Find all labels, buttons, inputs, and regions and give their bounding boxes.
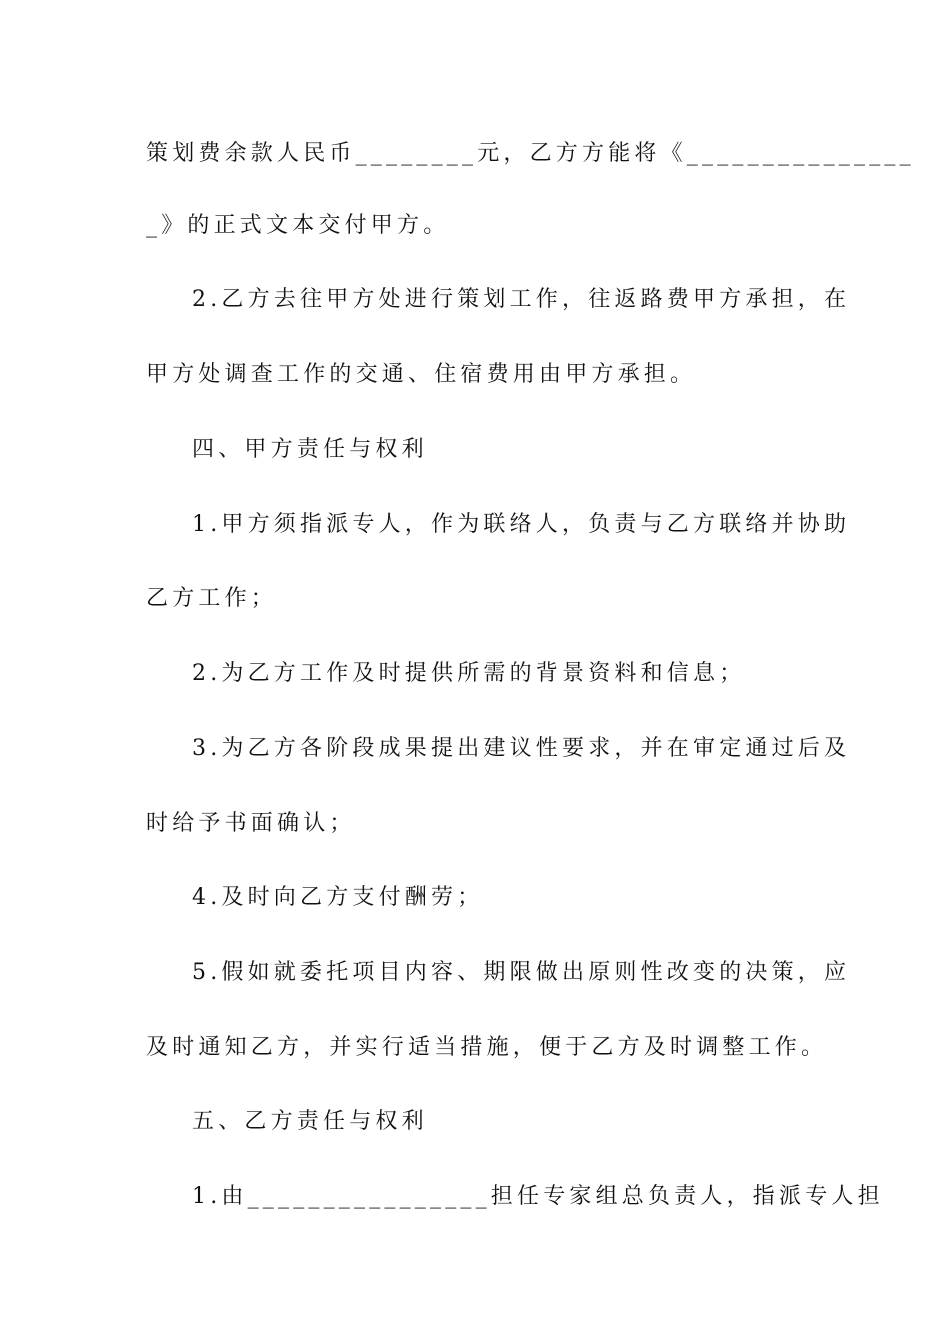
text-line-7: 乙方工作； — [146, 586, 278, 611]
text-line-15: 1.由________________担任专家组总负责人，指派专人担 — [192, 1184, 884, 1209]
text-line-13: 及时通知乙方，并实行适当措施，便于乙方及时调整工作。 — [146, 1035, 828, 1060]
section-heading-5: 五、乙方责任与权利 — [192, 1109, 428, 1134]
text-line-12: 5.假如就委托项目内容、期限做出原则性改变的决策，应 — [192, 960, 851, 985]
text-line-9: 3.为乙方各阶段成果提出建议性要求，并在审定通过后及 — [192, 736, 851, 761]
section-heading-4: 四、甲方责任与权利 — [192, 437, 428, 462]
text-line-3: 2.乙方去往甲方处进行策划工作，往返路费甲方承担，在 — [192, 287, 851, 312]
text-line-10: 时给予书面确认； — [146, 811, 356, 836]
text-line-1: 策划费余款人民币________元，乙方方能将《_______________ — [146, 141, 915, 166]
text-line-6: 1.甲方须指派专人，作为联络人，负责与乙方联络并协助 — [192, 512, 851, 537]
text-line-4: 甲方处调查工作的交通、住宿费用由甲方承担。 — [146, 362, 697, 387]
text-line-8: 2.为乙方工作及时提供所需的背景资料和信息； — [192, 661, 746, 686]
text-line-11: 4.及时向乙方支付酬劳； — [192, 885, 484, 910]
text-line-2: _》的正式文本交付甲方。 — [146, 213, 450, 238]
